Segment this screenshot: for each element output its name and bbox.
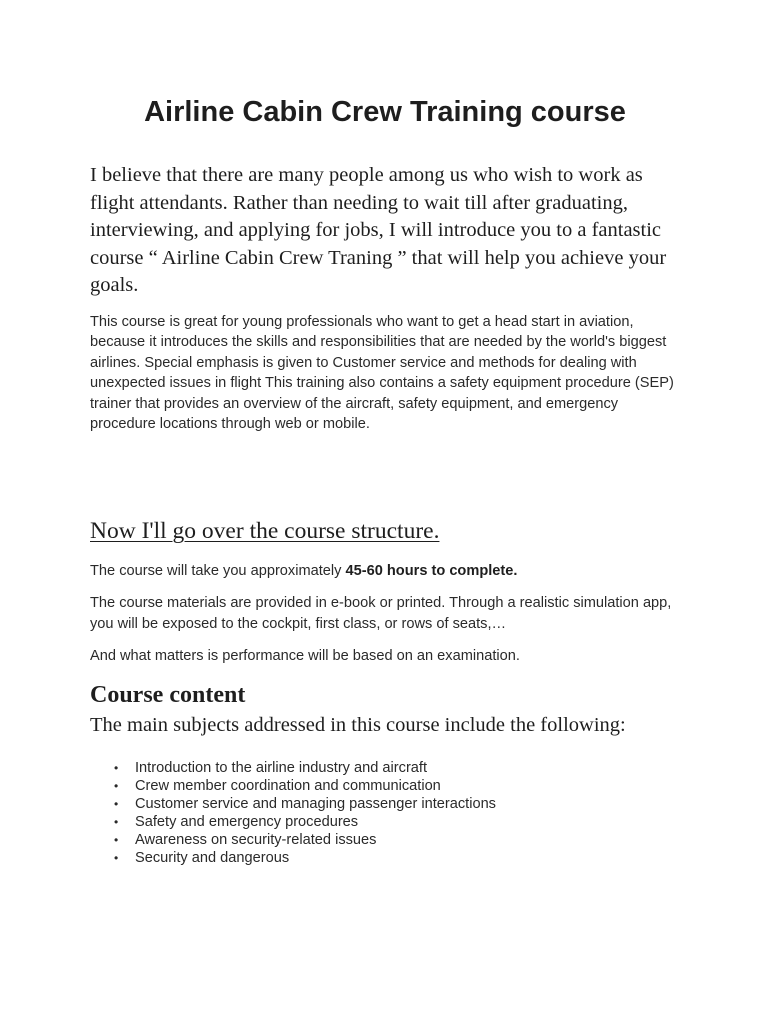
bullet-icon: • <box>114 832 119 847</box>
list-item-text: Customer service and managing passenger interactions <box>135 795 496 812</box>
document-title: Airline Cabin Crew Training course <box>144 96 626 128</box>
bullet-icon: • <box>114 850 119 865</box>
list-item-text: Awareness on security-related issues <box>135 831 377 848</box>
list-item-text: Introduction to the airline industry and aircraft <box>135 759 428 776</box>
list-item <box>90 777 680 795</box>
duration-prefix: The course will take you approximately <box>90 562 346 579</box>
subjects-list <box>90 759 680 867</box>
bullet-icon: • <box>114 814 119 829</box>
list-item <box>90 795 680 813</box>
list-item-text: Safety and emergency procedures <box>135 813 359 830</box>
bullet-icon: • <box>114 796 119 811</box>
duration-highlight: 45-60 hours to complete. <box>345 562 518 579</box>
document-page <box>90 92 680 867</box>
list-item-text: Crew member coordination and communication <box>135 777 441 794</box>
description-paragraph: This course is great for young professionals who want to get a head start in aviation, because it introduces the skills and responsibilities that are needed by the world's biggest airlines. Special emphasis is given to Customer service and methods for dealing with unexpected issues in flight This training also contains a safety equipment procedure (SEP) trainer that provides an overview of the aircraft, safety equipment, and emergency procedure locations through web or mobile. <box>90 313 674 432</box>
materials-paragraph: The course materials are provided in e-book or printed. Through a realistic simulation app, you will be exposed to the cockpit, first class, or rows of seats,… <box>90 595 672 632</box>
course-content-intro: The main subjects addressed in this course include the following: <box>90 713 626 736</box>
list-item <box>90 813 680 831</box>
intro-paragraph: I believe that there are many people among us who wish to work as flight attendants. Rather than needing to wait till after graduating, interviewing, and applying for jobs, I will introduce you to a fantastic course “ Airline Cabin Crew Traning ” that will help you achieve your goals. <box>90 164 667 296</box>
bullet-icon: • <box>114 760 119 775</box>
performance-paragraph: And what matters is performance will be based on an examination. <box>90 648 520 664</box>
course-structure-heading: Now I'll go over the course structure. <box>90 517 440 544</box>
duration-paragraph <box>90 561 680 582</box>
list-item <box>90 849 680 867</box>
list-item <box>90 759 680 777</box>
bullet-icon: • <box>114 778 119 793</box>
course-content-heading: Course content <box>90 681 246 708</box>
list-item-text: Security and dangerous <box>135 849 290 866</box>
list-item <box>90 831 680 849</box>
